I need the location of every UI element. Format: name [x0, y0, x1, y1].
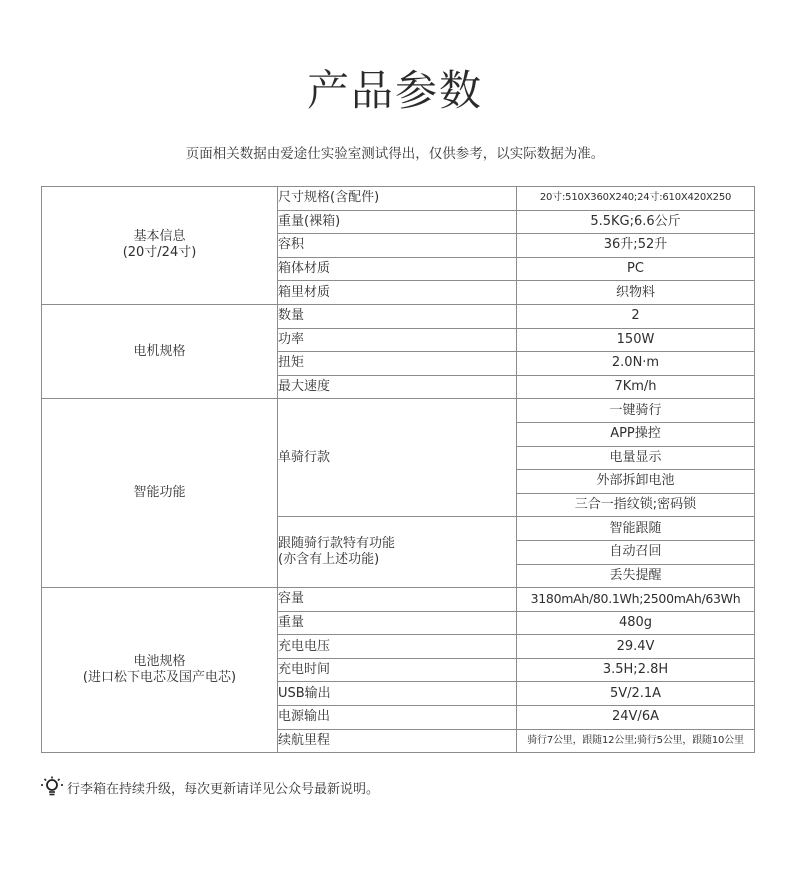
group-motor-spec: [42, 304, 278, 398]
row-value: 丢失提醒: [517, 564, 755, 588]
row-value: 5.5KG;6.6公斤: [517, 210, 755, 234]
row-label: 最大速度: [278, 375, 517, 399]
row-value: 自动召回: [517, 540, 755, 564]
row-value: 电量显示: [517, 446, 755, 470]
row-value: 480g: [517, 611, 755, 635]
row-label: 续航里程: [278, 729, 517, 753]
subgroup-single-ride: [278, 399, 517, 517]
subgroup-subtitle: (亦含有上述功能): [278, 552, 380, 568]
row-value: 20寸:510X360X240;24寸:610X420X250: [517, 187, 755, 211]
row-value: 36升;52升: [517, 234, 755, 258]
row-value: 织物料: [517, 281, 755, 305]
row-value: 一键骑行: [517, 399, 755, 423]
footer-note-text: 行李箱在持续升级，每次更新请详见公众号最新说明。: [67, 781, 380, 797]
group-subtitle: (进口松下电芯及国产电芯): [82, 670, 237, 686]
row-value: 7Km/h: [517, 375, 755, 399]
row-value: APP操控: [517, 422, 755, 446]
row-value: 2: [517, 304, 755, 328]
row-label: 电源输出: [278, 706, 517, 730]
group-basic-info: [42, 187, 278, 305]
row-value: 三合一指纹锁;密码锁: [517, 493, 755, 517]
row-label: USB输出: [278, 682, 517, 706]
row-label: 扭矩: [278, 352, 517, 376]
page-subtitle: 页面相关数据由爱途仕实验室测试得出，仅供参考，以实际数据为准。: [185, 146, 605, 162]
group-battery-spec: [42, 588, 278, 753]
table-row: [42, 304, 755, 328]
row-label: 容积: [278, 234, 517, 258]
row-label: 箱体材质: [278, 257, 517, 281]
row-value: 150W: [517, 328, 755, 352]
group-title: 电池规格: [133, 654, 186, 670]
group-title: 电机规格: [133, 343, 186, 359]
row-label: 充电电压: [278, 635, 517, 659]
footer-note: [40, 776, 379, 798]
row-label: 重量: [278, 611, 517, 635]
row-label: 功率: [278, 328, 517, 352]
row-value: 骑行7公里，跟随12公里;骑行5公里，跟随10公里: [517, 729, 755, 753]
group-subtitle: (20寸/24寸): [122, 245, 197, 261]
table-row: [42, 588, 755, 612]
subgroup-title: 单骑行款: [278, 449, 331, 465]
group-title: 智能功能: [133, 485, 186, 501]
group-title: 基本信息: [133, 229, 186, 245]
group-smart-functions: [42, 399, 278, 588]
row-value: 3.5H;2.8H: [517, 658, 755, 682]
row-value: PC: [517, 257, 755, 281]
row-label: 尺寸规格(含配件): [278, 187, 517, 211]
table-row: [42, 399, 755, 423]
row-value: 智能跟随: [517, 517, 755, 541]
row-value: 3180mAh/80.1Wh;2500mAh/63Wh: [517, 588, 755, 612]
row-value: 外部拆卸电池: [517, 470, 755, 494]
row-label: 容量: [278, 588, 517, 612]
page-title: 产品参数: [306, 66, 483, 115]
table-row: [42, 187, 755, 211]
row-value: 5V/2.1A: [517, 682, 755, 706]
row-value: 29.4V: [517, 635, 755, 659]
subgroup-follow-ride: [278, 517, 517, 588]
row-label: 数量: [278, 304, 517, 328]
row-label: 箱里材质: [278, 281, 517, 305]
row-value: 2.0N·m: [517, 352, 755, 376]
row-value: 24V/6A: [517, 706, 755, 730]
lightbulb-icon: [40, 776, 64, 798]
spec-table: [41, 186, 755, 753]
row-label: 充电时间: [278, 658, 517, 682]
row-label: 重量(裸箱): [278, 210, 517, 234]
subgroup-title: 跟随骑行款特有功能: [278, 536, 396, 552]
